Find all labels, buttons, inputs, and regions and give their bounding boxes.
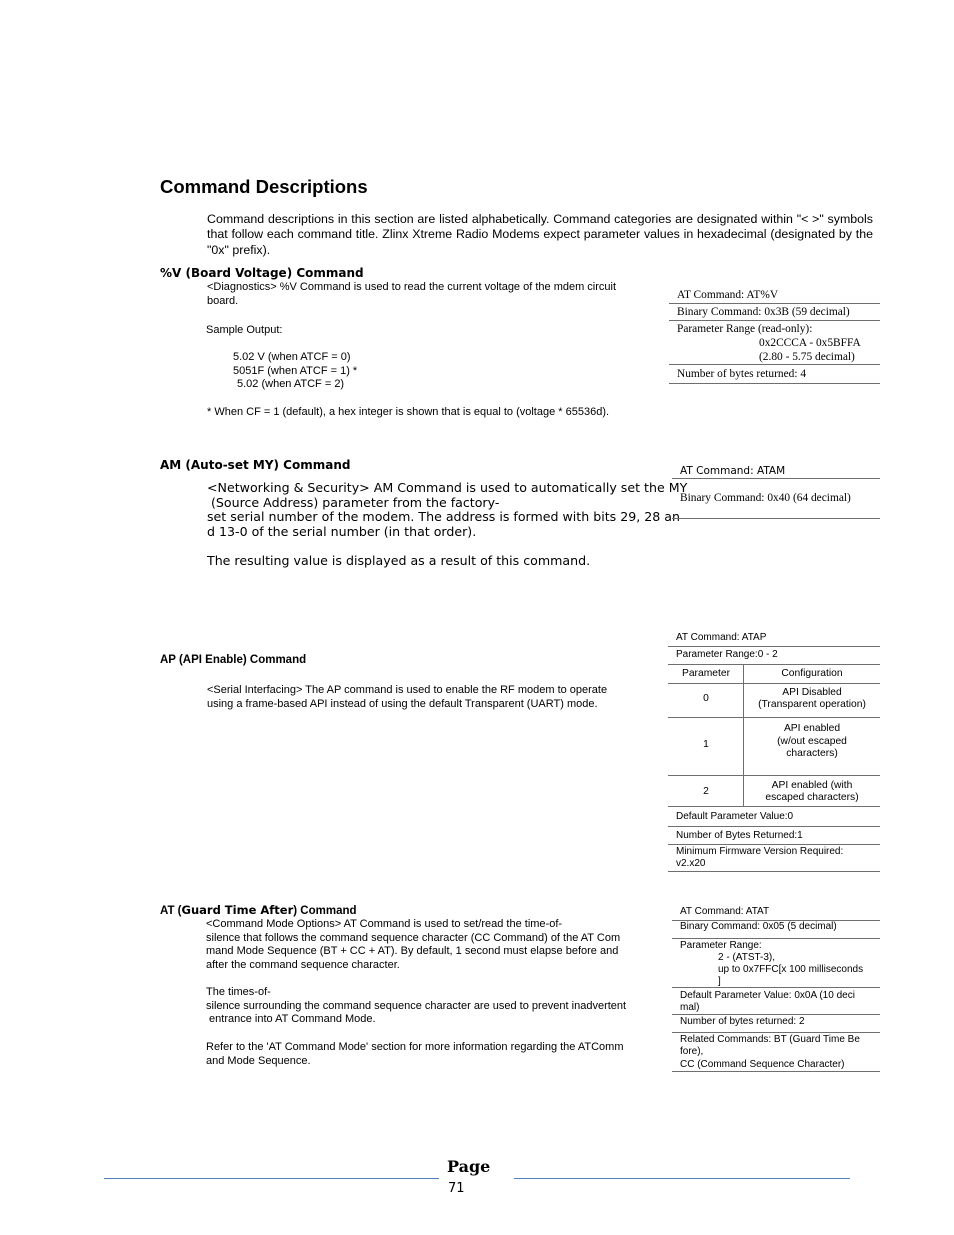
ap-row-config: API Disabled <box>782 687 842 698</box>
at-desc-line: silence that follows the command sequence character (CC Command) of the AT Com <box>206 931 621 944</box>
at-table-binary: Binary Command: 0x05 (5 decimal) <box>680 921 837 932</box>
at-table-range: Parameter Range: <box>680 940 762 951</box>
at-table-default-cont: mal) <box>680 1002 700 1013</box>
at-desc-line: <Command Mode Options> AT Command is used to set/read the time-of- <box>206 918 563 930</box>
at-title-name: Guard Time After <box>181 903 294 917</box>
ap-col-configuration: Configuration <box>781 668 843 679</box>
table-rule <box>668 717 880 718</box>
table-rule <box>672 1071 880 1072</box>
am-table-binary: Binary Command: 0x40 (64 decimal) <box>680 492 851 504</box>
footer-rule-right <box>514 1178 850 1179</box>
at-table-at: AT Command: ATAT <box>680 906 770 917</box>
at-table-range-min: 2 - (ATST-3), <box>718 952 776 963</box>
intro-paragraph: Command descriptions in this section are listed alphabetically. Command categories are designated within "< >" symbols that follow each command title. Zlinx Xtreme Radio Modems expect parameter values in hexadecimal (designated by the "0x" prefix). <box>207 212 873 257</box>
am-command-description <box>207 481 687 511</box>
ap-table-default: Default Parameter Value:0 <box>676 811 794 822</box>
ap-row-param: 1 <box>703 739 709 750</box>
at-desc-line: entrance into AT Command Mode. <box>206 1013 376 1026</box>
at-command-title <box>160 903 357 917</box>
ap-desc-line: <Serial Interfacing> The AP command is used to enable the RF modem to operate <box>207 684 608 696</box>
v-command-title: %V (Board Voltage) Command <box>160 266 364 280</box>
table-rule <box>669 364 880 365</box>
at-command-description <box>206 918 620 972</box>
v-desc-line: <Diagnostics> %V Command is used to read the current voltage of the mdem circuit <box>207 281 617 293</box>
at-command-description-2 <box>206 986 626 1027</box>
at-table-related-cont: fore), <box>680 1046 704 1057</box>
table-rule <box>669 303 880 304</box>
at-title-prefix: AT ( <box>160 905 182 917</box>
v-table-bytes: Number of bytes returned: 4 <box>677 368 807 380</box>
ap-table-at: AT Command: ATAP <box>676 632 767 643</box>
ap-command-title: AP (API Enable) Command <box>160 654 307 666</box>
v-sample-line: 5051F (when ATCF = 1) * <box>233 364 358 377</box>
table-rule <box>668 826 880 827</box>
v-table-binary: Binary Command: 0x3B (59 decimal) <box>677 306 850 318</box>
page-label: Page <box>447 1157 491 1176</box>
table-rule <box>668 664 880 665</box>
ap-row-param: 2 <box>703 786 709 797</box>
at-table-range-end: ] <box>718 976 721 987</box>
am-command-description-cont <box>207 510 680 540</box>
at-title-suffix: ) Command <box>293 905 357 917</box>
at-desc-line: The times-of- <box>206 986 271 998</box>
at-desc-line: silence surrounding the command sequence character are used to prevent inadvertent <box>206 999 627 1012</box>
v-command-description <box>207 281 616 308</box>
table-rule <box>668 871 880 872</box>
page-number: 71 <box>448 1181 465 1196</box>
ap-table-bytes: Number of Bytes Returned:1 <box>676 830 803 841</box>
ap-command-description <box>207 684 607 711</box>
v-table-at: AT Command: AT%V <box>677 289 779 301</box>
ap-row-config: characters) <box>786 748 838 759</box>
table-rule <box>668 646 880 647</box>
v-table-range: Parameter Range (read-only): <box>677 323 813 335</box>
table-rule <box>668 844 880 845</box>
v-table-range-hex: 0x2CCCA - 0x5BFFA <box>759 337 861 349</box>
table-rule <box>672 1014 880 1015</box>
at-desc-line: Refer to the 'AT Command Mode' section for more information regarding the ATComm <box>206 1041 624 1053</box>
at-table-related-cc: CC (Command Sequence Character) <box>680 1059 845 1070</box>
am-desc-line: <Networking & Security> AM Command is used to automatically set the MY <box>207 480 688 495</box>
table-rule <box>672 938 880 939</box>
table-rule <box>669 383 880 384</box>
v-sample-label: Sample Output: <box>206 324 283 336</box>
ap-table-firmware-version: v2.x20 <box>676 858 706 869</box>
at-table-related: Related Commands: BT (Guard Time Be <box>680 1034 860 1045</box>
v-sample-line: 5.02 V (when ATCF = 0) <box>233 351 351 363</box>
am-command-title: AM (Auto-set MY) Command <box>160 458 351 472</box>
at-desc-line: mand Mode Sequence (BT + CC + AT). By default, 1 second must elapse before and <box>206 945 619 958</box>
ap-row-config: escaped characters) <box>765 792 859 803</box>
footer-rule-left <box>104 1178 439 1179</box>
ap-row-config: (Transparent operation) <box>758 699 866 710</box>
am-desc-line: (Source Address) parameter from the factory- <box>207 494 500 510</box>
am-table-at: AT Command: ATAM <box>680 465 786 477</box>
table-rule <box>669 320 880 321</box>
ap-col-parameter: Parameter <box>681 668 731 679</box>
at-desc-line: and Mode Sequence. <box>206 1054 311 1067</box>
at-table-range-max: up to 0x7FFC[x 100 milliseconds <box>718 964 864 975</box>
ap-row-config: API enabled <box>783 723 841 734</box>
v-table-range-dec: (2.80 - 5.75 decimal) <box>759 351 855 363</box>
table-rule <box>668 775 880 776</box>
section-heading: Command Descriptions <box>160 176 368 197</box>
am-desc-line: set serial number of the modem. The address is formed with bits 29, 28 an <box>207 509 680 524</box>
v-sample-line: 5.02 (when ATCF = 2) <box>237 378 345 391</box>
am-desc-line: d 13-0 of the serial number (in that order). <box>207 523 477 539</box>
table-rule <box>672 478 880 479</box>
table-rule <box>672 987 880 988</box>
at-table-bytes: Number of bytes returned: 2 <box>680 1016 805 1027</box>
at-command-description-3 <box>206 1041 624 1068</box>
ap-table-range: Parameter Range:0 - 2 <box>676 649 778 660</box>
v-note: * When CF = 1 (default), a hex integer is shown that is equal to (voltage * 65536d). <box>207 406 610 418</box>
v-desc-line: board. <box>207 294 239 307</box>
table-rule <box>668 806 880 807</box>
ap-desc-line: using a frame-based API instead of using the default Transparent (UART) mode. <box>207 697 598 710</box>
ap-row-config: (w/out escaped <box>777 736 847 747</box>
ap-row-param: 0 <box>703 693 709 704</box>
am-result-note: The resulting value is displayed as a result of this command. <box>207 553 591 568</box>
ap-table-firmware: Minimum Firmware Version Required: <box>676 846 844 857</box>
table-rule <box>668 683 880 684</box>
table-rule <box>672 1032 880 1033</box>
table-rule <box>672 518 880 519</box>
v-sample-outputs <box>233 351 357 392</box>
at-desc-line: after the command sequence character. <box>206 958 400 971</box>
ap-row-config: API enabled (with <box>771 780 853 791</box>
at-table-default: Default Parameter Value: 0x0A (10 deci <box>680 990 855 1001</box>
